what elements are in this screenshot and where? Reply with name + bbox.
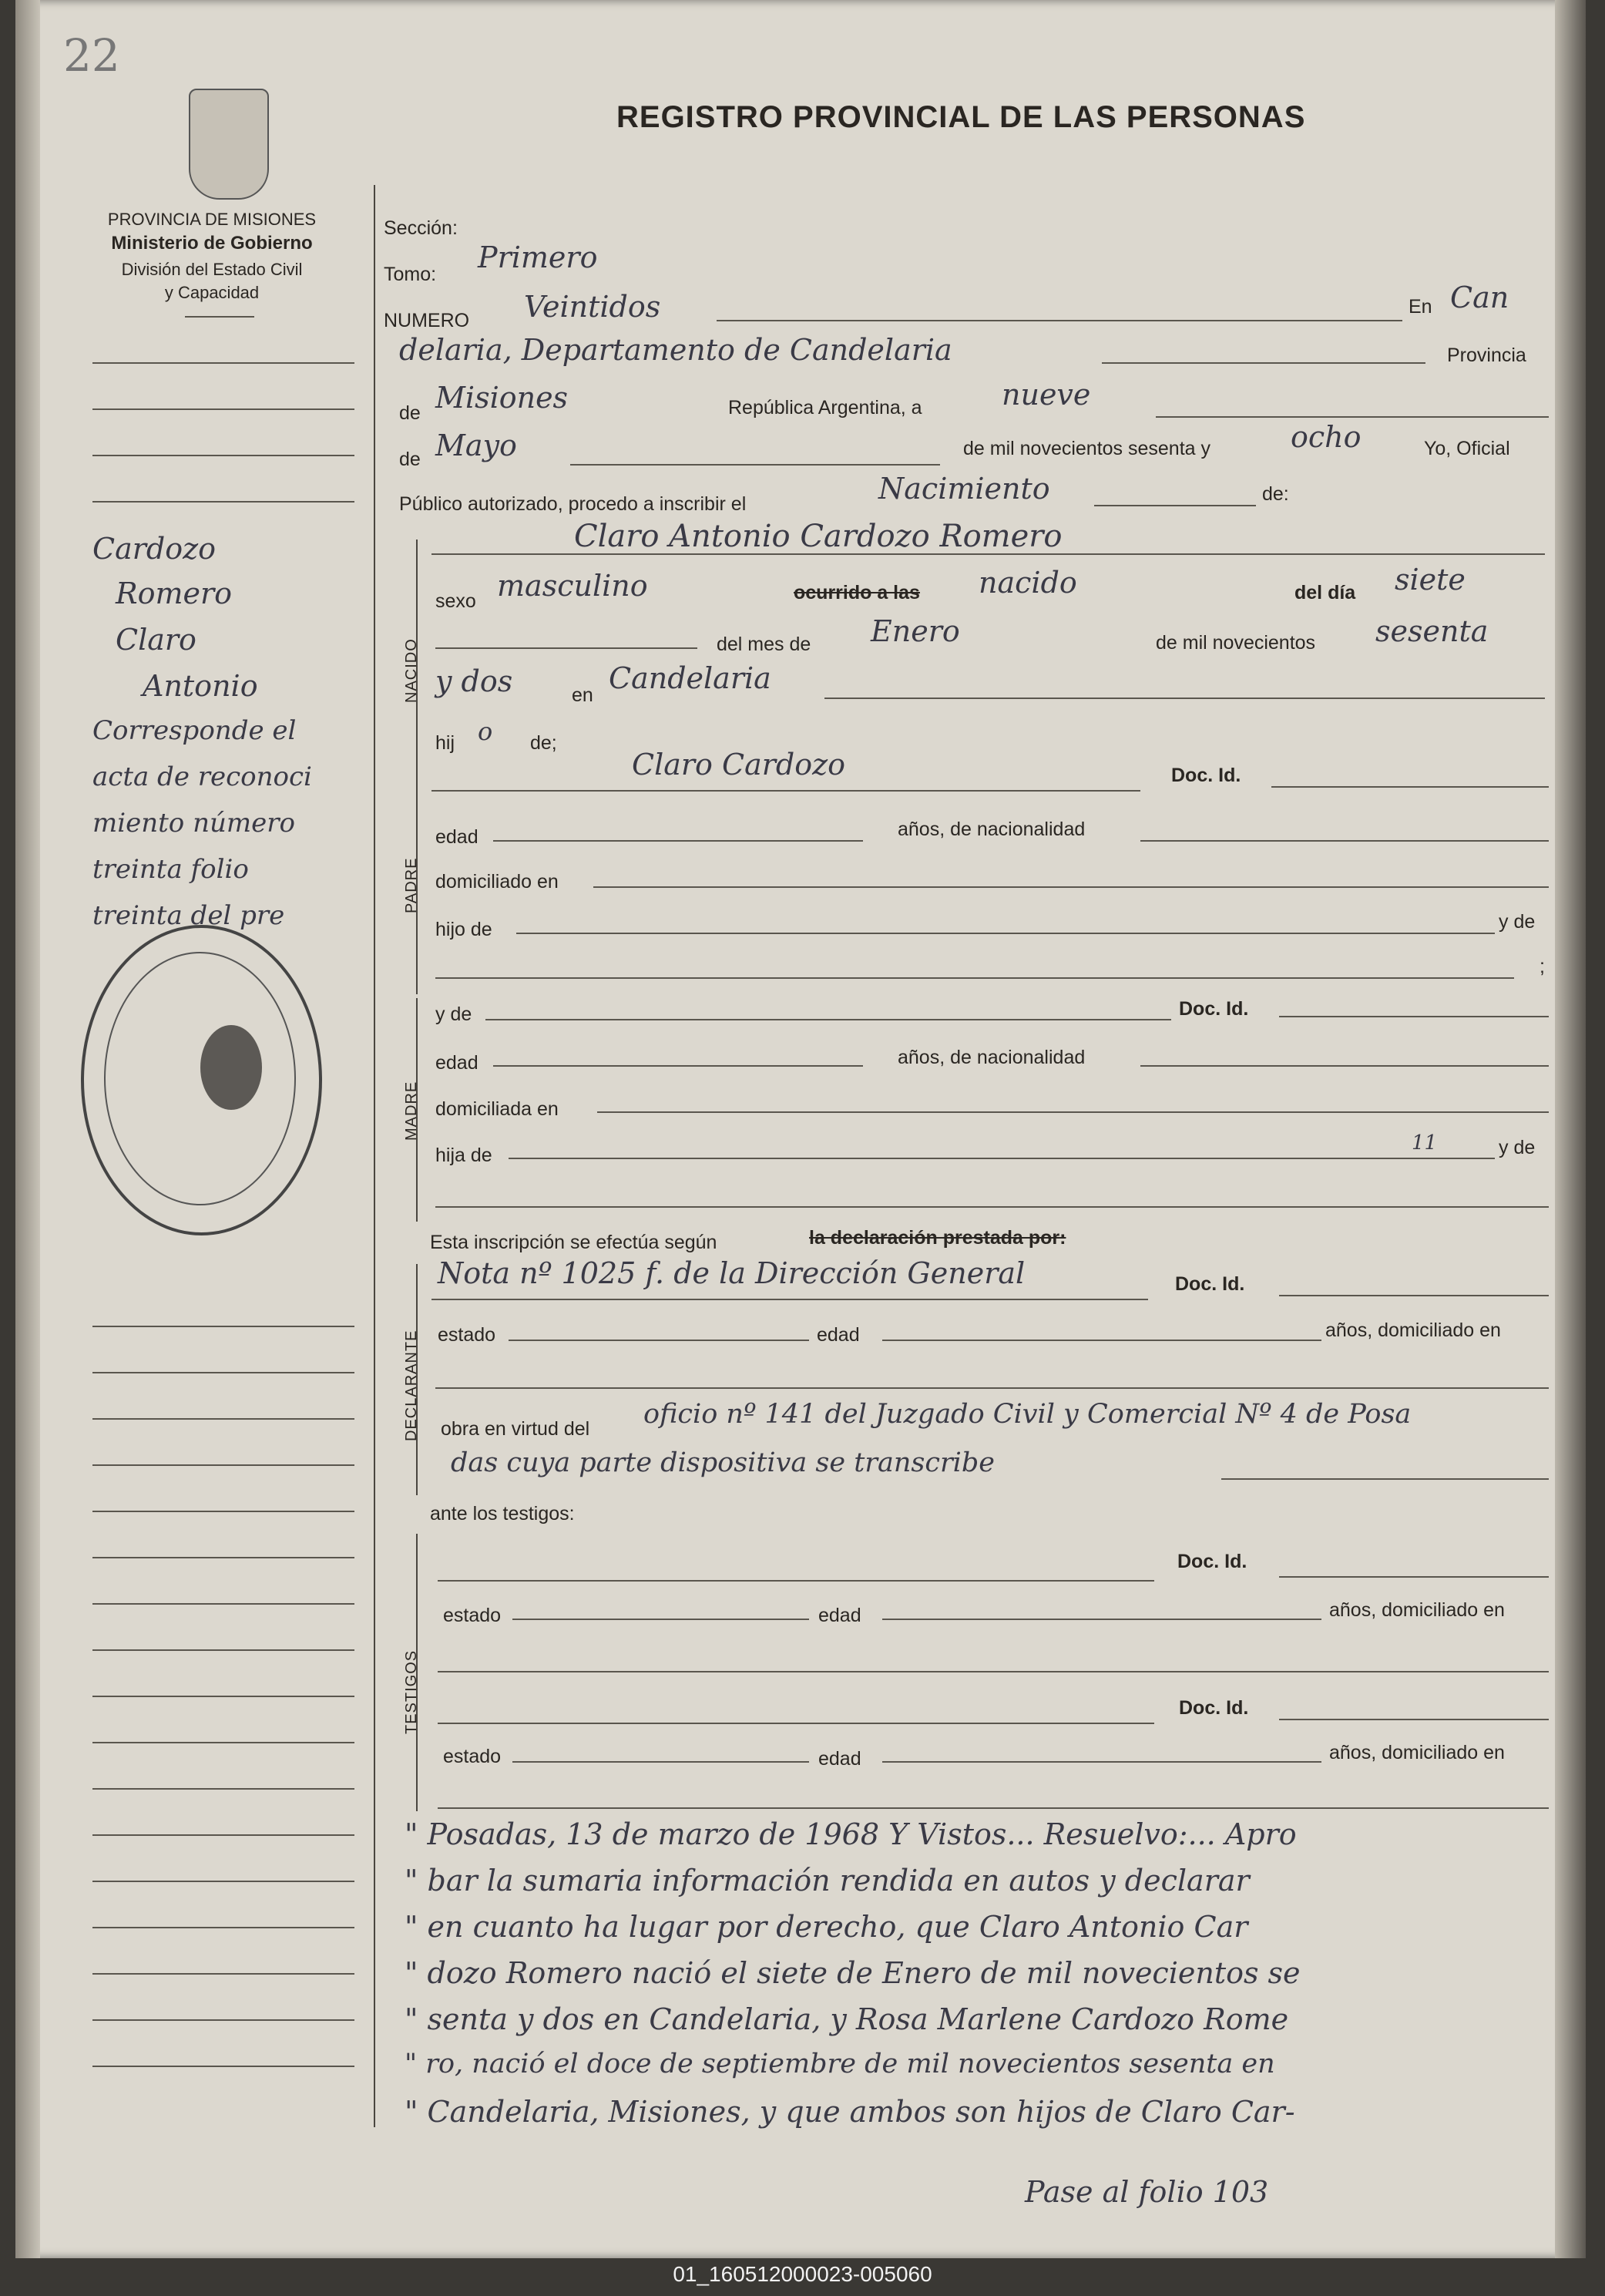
value-obra-1: oficio nº 141 del Juzgado Civil y Comercial Nº 4 de Posa [643, 1399, 1412, 1430]
section-label-nacido: NACIDO [403, 638, 420, 703]
margin-surname-1: Cardozo [92, 532, 216, 566]
label-estado-testigo-1: estado [443, 1605, 502, 1626]
value-sexo: masculino [497, 569, 648, 603]
label-en-lugar: en [572, 684, 593, 706]
margin-divider [374, 185, 375, 2127]
margin-note-line-1: Corresponde el [92, 715, 297, 746]
margin-name-2: Antonio [143, 669, 258, 703]
label-edad-declarante: edad [817, 1324, 860, 1346]
label-y-de-madre: y de [435, 1003, 472, 1025]
margin-note-line-3: miento número [92, 808, 295, 839]
transcription-line-5: " senta y dos en Candelaria, y Rosa Marlene Cardozo Rome [405, 2002, 1289, 2036]
header-province: PROVINCIA DE MISIONES [107, 210, 317, 229]
value-nacido: nacido [979, 566, 1077, 600]
header-capacity: y Capacidad [164, 283, 260, 302]
margin-note-line-4: treinta folio [92, 854, 249, 885]
label-edad-madre: edad [435, 1052, 478, 1074]
seal-crest-icon [200, 1025, 262, 1110]
label-de-mes: de [399, 449, 421, 470]
image-caption: 01_160512000023-005060 [673, 2262, 932, 2286]
label-nacionalidad-padre: años, de nacionalidad [898, 819, 1086, 840]
label-republica: República Argentina, a [728, 397, 922, 419]
label-de-provincia: de [399, 402, 421, 424]
value-mes-nac: Enero [871, 614, 960, 648]
footer-note: Pase al folio 103 [1025, 2175, 1269, 2209]
value-nombre: Claro Antonio Cardozo Romero [574, 519, 1063, 554]
label-anos-domiciliado-declarante: años, domiciliado en [1325, 1319, 1501, 1341]
header-ministry: Ministerio de Gobierno [111, 233, 313, 254]
label-hija-de: hija de [435, 1145, 492, 1166]
label-numero: NUMERO [384, 310, 470, 331]
value-madre-mark: 11 [1412, 1131, 1438, 1155]
value-obra-2: das cuya parte dispositiva se transcribe [451, 1447, 995, 1478]
label-edad-padre: edad [435, 826, 478, 848]
label-provincia: Provincia [1447, 345, 1526, 366]
label-doc-id-testigo-1: Doc. Id. [1177, 1551, 1247, 1572]
margin-name-1: Claro [116, 623, 196, 657]
label-doc-id-padre: Doc. Id. [1171, 765, 1241, 786]
transcription-line-4: " dozo Romero nació el siete de Enero de mil novecientos se [405, 1956, 1301, 1990]
value-numero: Veintidos [524, 290, 661, 324]
value-dia-nac: siete [1395, 563, 1466, 597]
margin-note-line-5: treinta del pre [92, 900, 285, 931]
label-anos-domiciliado-testigo-2: años, domiciliado en [1329, 1742, 1505, 1763]
value-en-place: Can [1450, 281, 1509, 314]
label-nacionalidad-madre: años, de nacionalidad [898, 1047, 1086, 1068]
value-tomo: Primero [478, 240, 598, 274]
value-padre: Claro Cardozo [632, 748, 846, 782]
value-acto: Nacimiento [878, 472, 1050, 506]
value-declarante: Nota nº 1025 f. de la Dirección General [438, 1256, 1026, 1290]
label-edad-testigo-2: edad [818, 1748, 861, 1770]
label-doc-id-testigo-2: Doc. Id. [1179, 1697, 1249, 1719]
transcription-line-7: " Candelaria, Misiones, y que ambos son hijos de Claro Car- [405, 2095, 1295, 2129]
transcription-line-2: " bar la sumaria información rendida en autos y declarar [405, 1864, 1250, 1898]
label-doc-id-madre: Doc. Id. [1179, 998, 1249, 1020]
label-de-colon: de: [1262, 483, 1289, 505]
label-estado-testigo-2: estado [443, 1746, 502, 1767]
page-edge [1555, 0, 1586, 2258]
value-ano-nac-2: y dos [435, 664, 513, 698]
label-mil-novecientos-nac: de mil novecientos [1156, 632, 1316, 654]
label-declaracion-struck: la declaración prestada por: [809, 1227, 1066, 1249]
transcription-line-1: " Posadas, 13 de marzo de 1968 Y Vistos... Resuelvo:... Apro [405, 1817, 1297, 1851]
label-sexo: sexo [435, 590, 476, 612]
transcription-line-3: " en cuanto ha lugar por derecho, que Claro Antonio Car [405, 1910, 1248, 1944]
section-label-declarante: DECLARANTE [403, 1330, 420, 1441]
value-ano-nac-1: sesenta [1375, 614, 1489, 648]
document-page [15, 0, 1572, 2258]
label-yo-oficial: Yo, Oficial [1424, 438, 1510, 459]
header-rule [185, 316, 254, 318]
label-edad-testigo-1: edad [818, 1605, 861, 1626]
value-ano: ocho [1291, 420, 1362, 454]
label-publico: Público autorizado, procedo a inscribir el [399, 493, 747, 515]
label-de-semicolon: de; [530, 732, 557, 754]
page-number: 22 [63, 29, 120, 82]
label-del-mes: del mes de [717, 634, 811, 655]
label-seccion: Sección: [384, 217, 458, 239]
label-mil-novecientos: de mil novecientos sesenta y [963, 438, 1211, 459]
section-label-padre: PADRE [403, 857, 420, 913]
section-label-testigos: TESTIGOS [403, 1649, 420, 1734]
label-domiciliada-madre: domiciliada en [435, 1098, 559, 1120]
label-obra-virtud: obra en virtud del [441, 1418, 590, 1440]
margin-note-line-2: acta de reconoci [92, 761, 312, 792]
transcription-line-6: " ro, nació el doce de septiembre de mil novecientos sesenta en [405, 2049, 1275, 2079]
document-title: REGISTRO PROVINCIAL DE LAS PERSONAS [616, 100, 1306, 134]
label-y-de-hija: y de [1499, 1137, 1536, 1158]
province-crest-icon [189, 89, 269, 200]
value-dia: nueve [1002, 378, 1091, 412]
label-esta-inscripcion: Esta inscripción se efectúa según [430, 1232, 717, 1253]
official-seal-inner-ring [104, 952, 296, 1205]
label-y-de-padre: y de [1499, 911, 1536, 933]
label-estado-declarante: estado [438, 1324, 496, 1346]
section-label-madre: MADRE [403, 1081, 420, 1141]
value-place-line: delaria, Departamento de Candelaria [399, 333, 952, 367]
label-del-dia: del día [1294, 582, 1356, 603]
margin-surname-2: Romero [116, 577, 233, 610]
label-hij: hij [435, 732, 455, 754]
label-doc-id-declarante: Doc. Id. [1175, 1273, 1245, 1295]
label-hijo-de: hijo de [435, 919, 492, 940]
label-ante-testigos: ante los testigos: [430, 1503, 575, 1525]
value-mes: Mayo [435, 429, 517, 462]
label-domiciliado-padre: domiciliado en [435, 871, 559, 893]
page-binding [15, 0, 40, 2258]
value-provincia: Misiones [435, 381, 569, 415]
label-tomo: Tomo: [384, 264, 437, 285]
label-anos-domiciliado-testigo-1: años, domiciliado en [1329, 1599, 1505, 1621]
value-hij-suffix: o [478, 717, 493, 746]
label-en: En [1409, 296, 1432, 318]
header-division: División del Estado Civil [121, 260, 303, 279]
label-semicolon: ; [1540, 956, 1545, 977]
label-ocurrido-struck: ocurrido a las [794, 582, 920, 603]
value-lugar-nac: Candelaria [609, 661, 771, 695]
